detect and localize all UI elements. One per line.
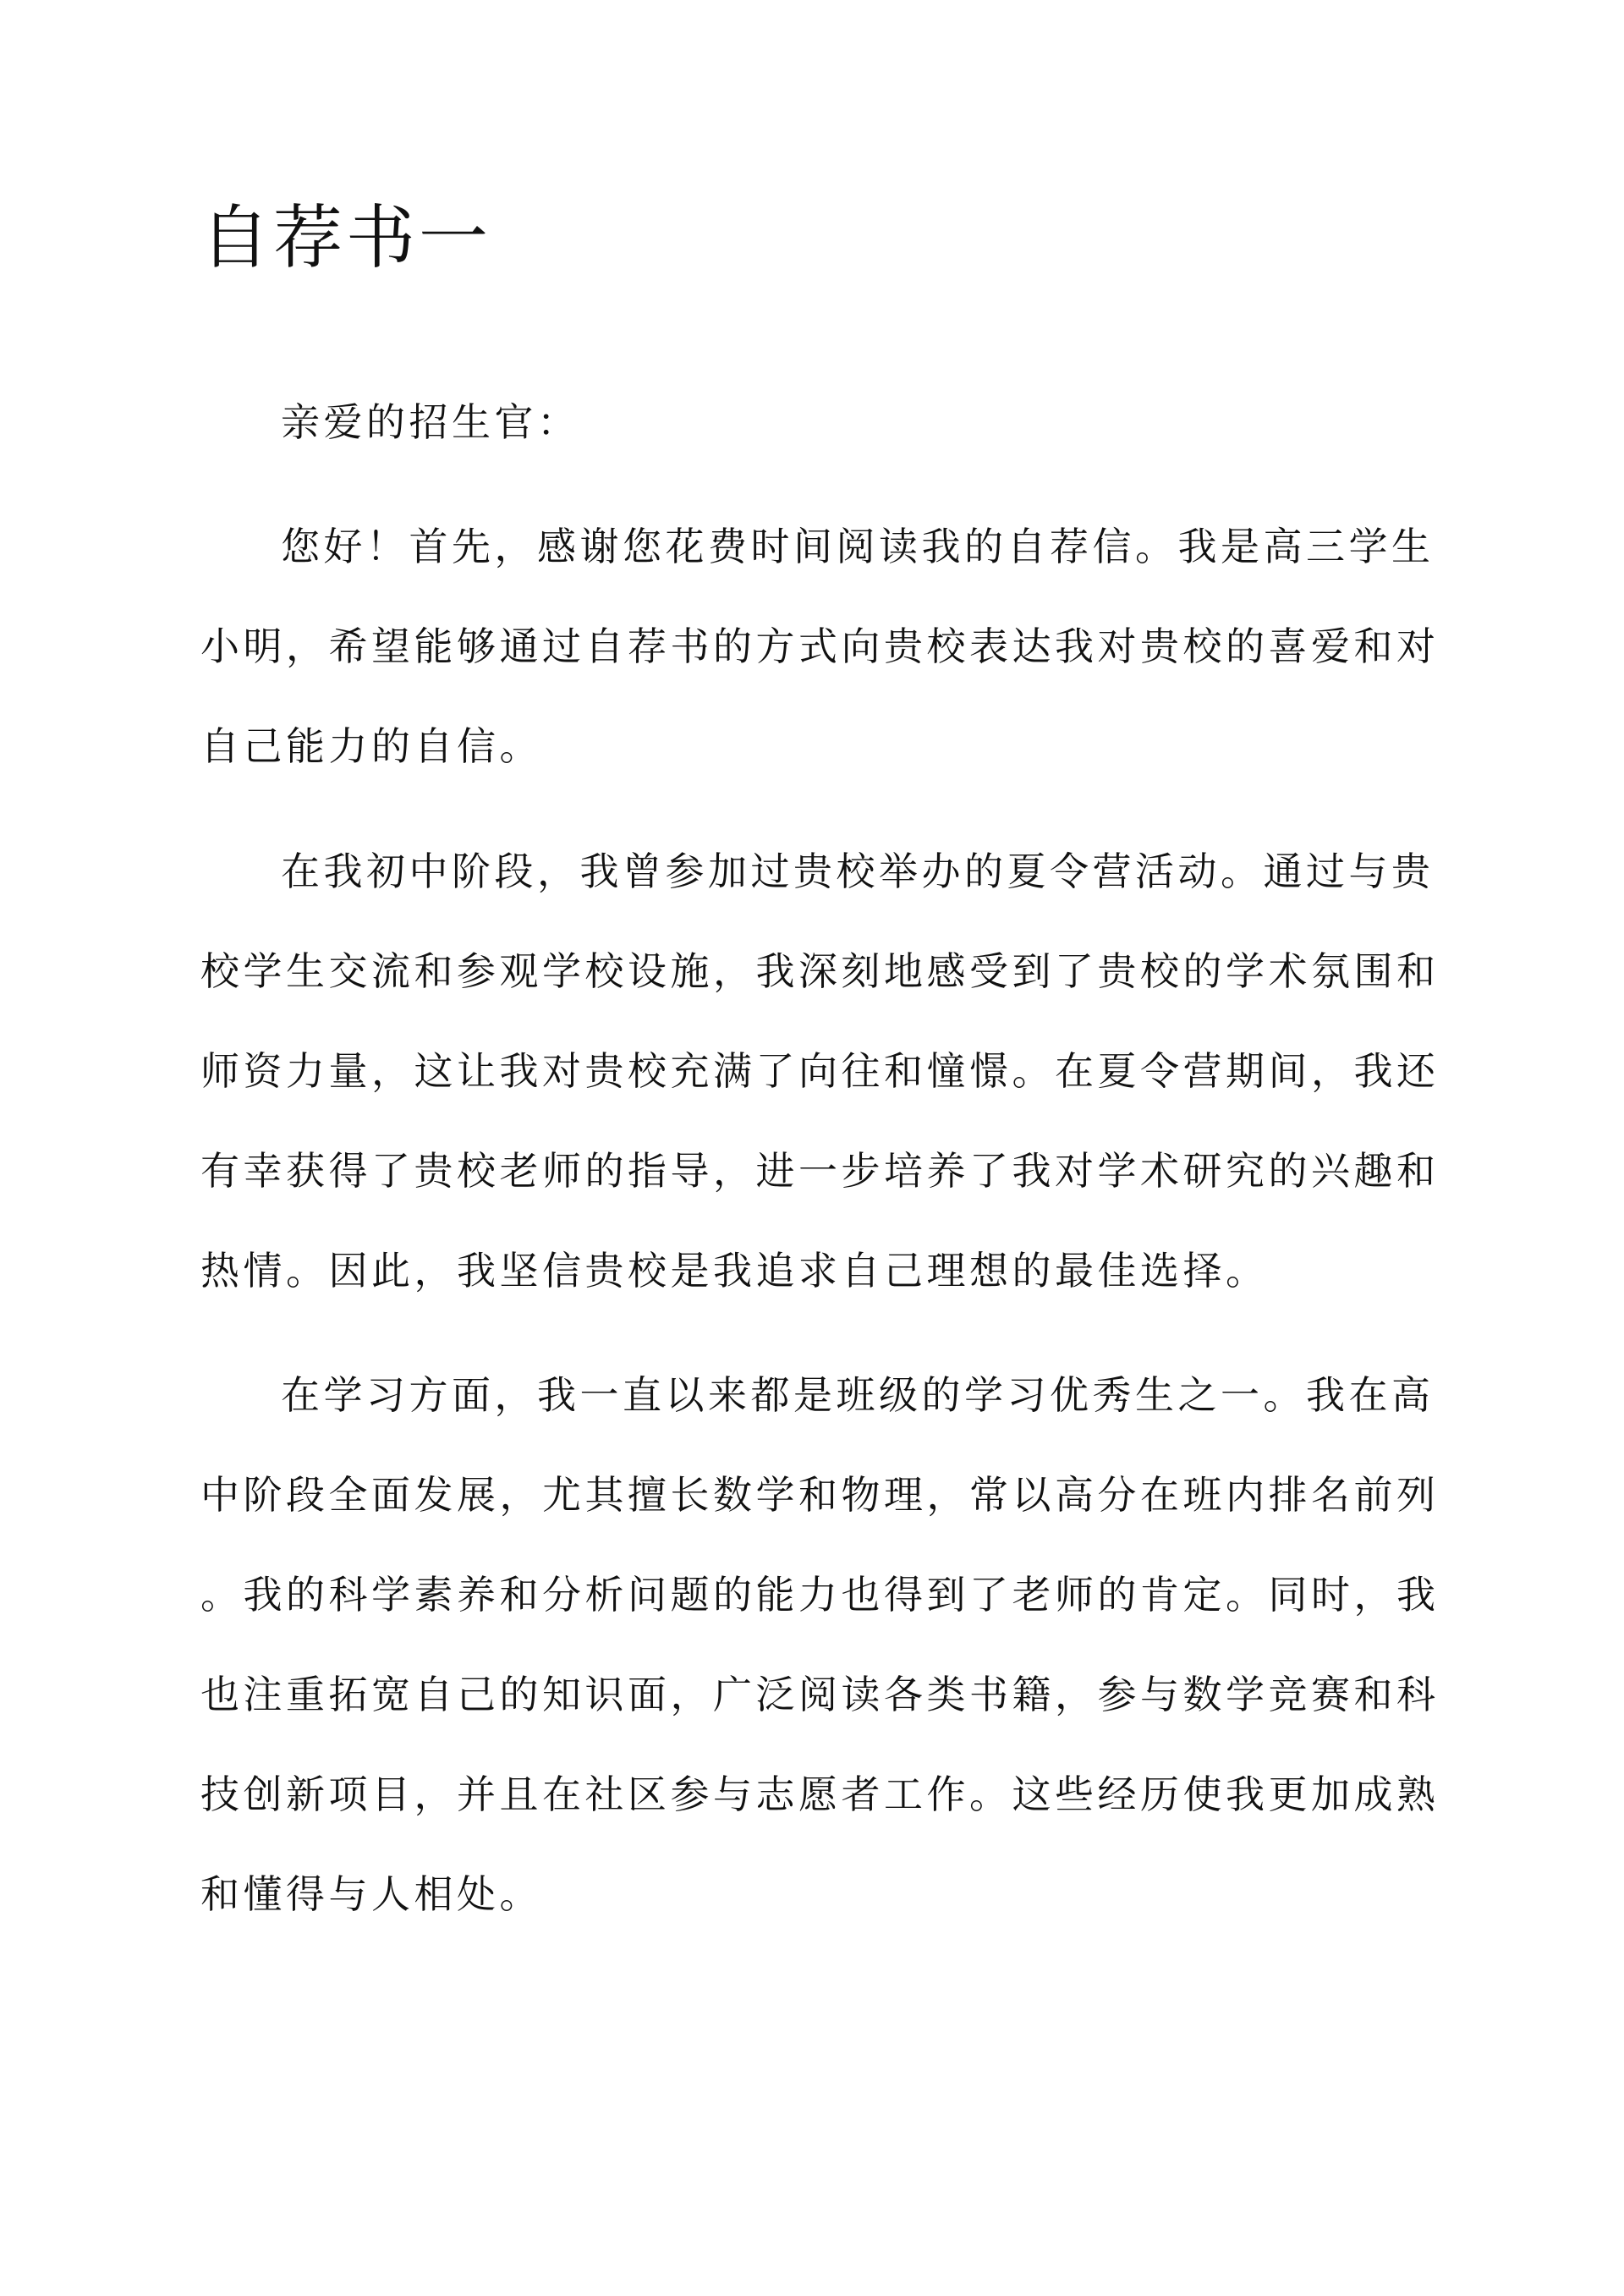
paragraph-greeting [200, 497, 1440, 796]
paragraph-line: 自己能力的自信。 [200, 723, 542, 769]
paragraph-line: 在学习方面，我一直以来都是班级的学习优秀生之一。我在高 [281, 1372, 1435, 1418]
paragraph-line: 热情。因此，我坚信贵校是我追求自己理想的最佳选择。 [200, 1248, 1269, 1294]
paragraph-line: 和懂得与人相处。 [200, 1871, 542, 1917]
salutation-line: 亲爱的招生官： [281, 399, 580, 445]
paragraph-line: 。我的科学素养和分析问题的能力也得到了老师的肯定。同时，我 [200, 1572, 1440, 1618]
paragraph-line: 中阶段全面发展，尤其擅长数学和物理，常以高分在班内排名前列 [200, 1472, 1440, 1518]
paragraph-line: 也注重拓宽自己的知识面，广泛阅读各类书籍，参与数学竞赛和科 [200, 1672, 1440, 1717]
document-title: 自荐书一 [200, 198, 492, 278]
paragraph-summer-camp [200, 821, 1440, 1321]
paragraph-line: 有幸获得了贵校老师的指导，进一步培养了我对学术研究的兴趣和 [200, 1148, 1440, 1194]
paragraph-line: 技创新项目，并且在社区参与志愿者工作。这些经历使我更加成熟 [200, 1771, 1440, 1817]
salutation-paragraph [200, 372, 1425, 472]
paragraph-line: 您好！首先，感谢您花费时间阅读我的自荐信。我是高三学生 [281, 524, 1435, 569]
paragraph-line: 小明，希望能够通过自荐书的方式向贵校表达我对贵校的喜爱和对 [200, 623, 1440, 669]
paragraph-line: 师资力量，这让我对贵校充满了向往和憧憬。在夏令营期间，我还 [200, 1048, 1440, 1094]
paragraph-academics [200, 1345, 1440, 1944]
paragraph-line: 校学生交流和参观学校设施，我深刻地感受到了贵校的学术氛围和 [200, 948, 1440, 994]
paragraph-line: 在我初中阶段，我曾参加过贵校举办的夏令营活动。通过与贵 [281, 849, 1435, 894]
